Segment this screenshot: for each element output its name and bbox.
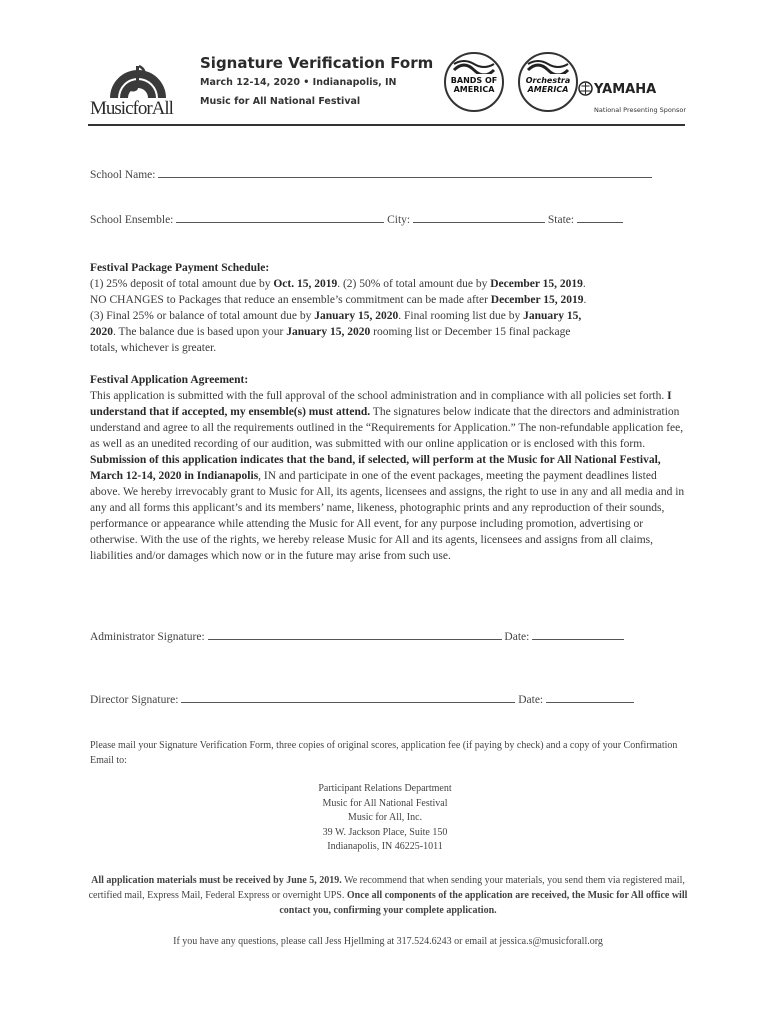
director-date-field[interactable] [546,691,634,703]
admin-signature-row [90,628,624,643]
director-signature-field[interactable] [181,691,515,703]
ensemble-label: School Ensemble: [90,214,174,226]
schedule-heading: Festival Package Payment Schedule: [90,262,270,274]
page-title: Signature Verification Form [200,54,434,72]
header-divider [88,124,685,126]
admin-signature-label: Administrator Signature: [90,631,205,643]
admin-signature-field[interactable] [208,628,502,640]
city-field[interactable] [413,211,545,223]
sponsor-logo: YAMAHA [594,82,657,97]
bands-of-america-logo: BANDS OF AMERICA [444,52,504,112]
logo-text: MusicforAll [90,98,173,119]
sponsor-note: National Presenting Sponsor [594,106,687,114]
yamaha-emblem-icon [578,81,593,96]
orchestra-america-logo: Orchestra AMERICA [518,52,578,112]
ensemble-row [90,211,623,226]
deadline-notice: All application materials must be received by June 5, 2019. We recommend that when sending your materials, you send them via registered mail, certified mail, Express Mail, Federal Express or overnight UPS. Once all components of the application are received, the Music for All office will contact you, confirming your complete application. [88,875,688,916]
agreement-heading: Festival Application Agreement: [90,374,249,386]
date-label: Date: [504,631,530,643]
state-label: State: [547,214,575,226]
school-name-row [90,166,652,181]
mailing-address: Participant Relations Department Music for All National Festival Music for All, Inc. 39 W. Jackson Place, Suite 150 Indianapolis, IN 46225-1011 [318,783,452,852]
application-agreement [90,372,686,564]
admin-date-field[interactable] [532,628,624,640]
event-dates: March 12-14, 2020 • Indianapolis, IN [200,77,397,88]
date-label: Date: [518,694,544,706]
director-signature-row [90,691,634,706]
agreement-text: This application is submitted with the full approval of the school administration and in compliance with all policies set forth. I understand that if accepted, my ensemble(s) must attend. The signatures below indicate that the directors and administration understand and agree to all the requirements outlined in the “Requirements for Application.” The non-refundable application fee, as well as an unedited recording of our audition, was submitted with our online application or is enclosed with this form. Submission of this application indicates that the band, if selected, will perform at the Music for All National Festival, March 12-14, 2020 in Indianapolis, IN and participate in one of the event packages, meeting the payment deadlines listed above. We hereby irrevocably grant to Music for All, its agents, licensees and assigns, the right to use in any and all media and in any and all forms this applicant’s and its members’ name, likeness, photographic prints and any reproduction of their sounds, performance or appearance while attending the Music for All event, for any purpose including promotion, advertising or otherwise. With the use of the rights, we hereby release Music for All and its agents, licensees and assigns from all claims, liabilities and/or damages which now or in the future may arise from such use. [90,390,685,562]
school-name-field[interactable] [158,166,652,178]
ensemble-field[interactable] [176,211,384,223]
state-field[interactable] [577,211,623,223]
flag-icon [452,58,496,74]
flag-icon [526,58,570,74]
payment-schedule: Festival Package Payment Schedule: (1) 25% deposit of total amount due by Oct. 15, 2019. (2) 50% of total amount due by December 15, 2019. NO CHANGES to Packages that reduce an ensemble’s commitment can be made after December 15, 2019. (3) Final 25% or balance of total amount due by January 15, 2020. Final rooming list due by January 15, 2020. The balance due is based upon your January 15, 2020 rooming list or December 15 final package totals, whichever is greater. [90,260,686,356]
city-label: City: [387,214,411,226]
school-name-label: School Name: [90,169,156,181]
mail-instructions: Please mail your Signature Verification Form, three copies of original scores, application fee (if paying by check) and a copy of your Confirmation Email to: [90,740,678,766]
contact-info: If you have any questions, please call Jess Hjellming at 317.524.6243 or email at jessica.s@musicforall.org [173,936,603,947]
event-name: Music for All National Festival [200,96,361,107]
director-signature-label: Director Signature: [90,694,179,706]
